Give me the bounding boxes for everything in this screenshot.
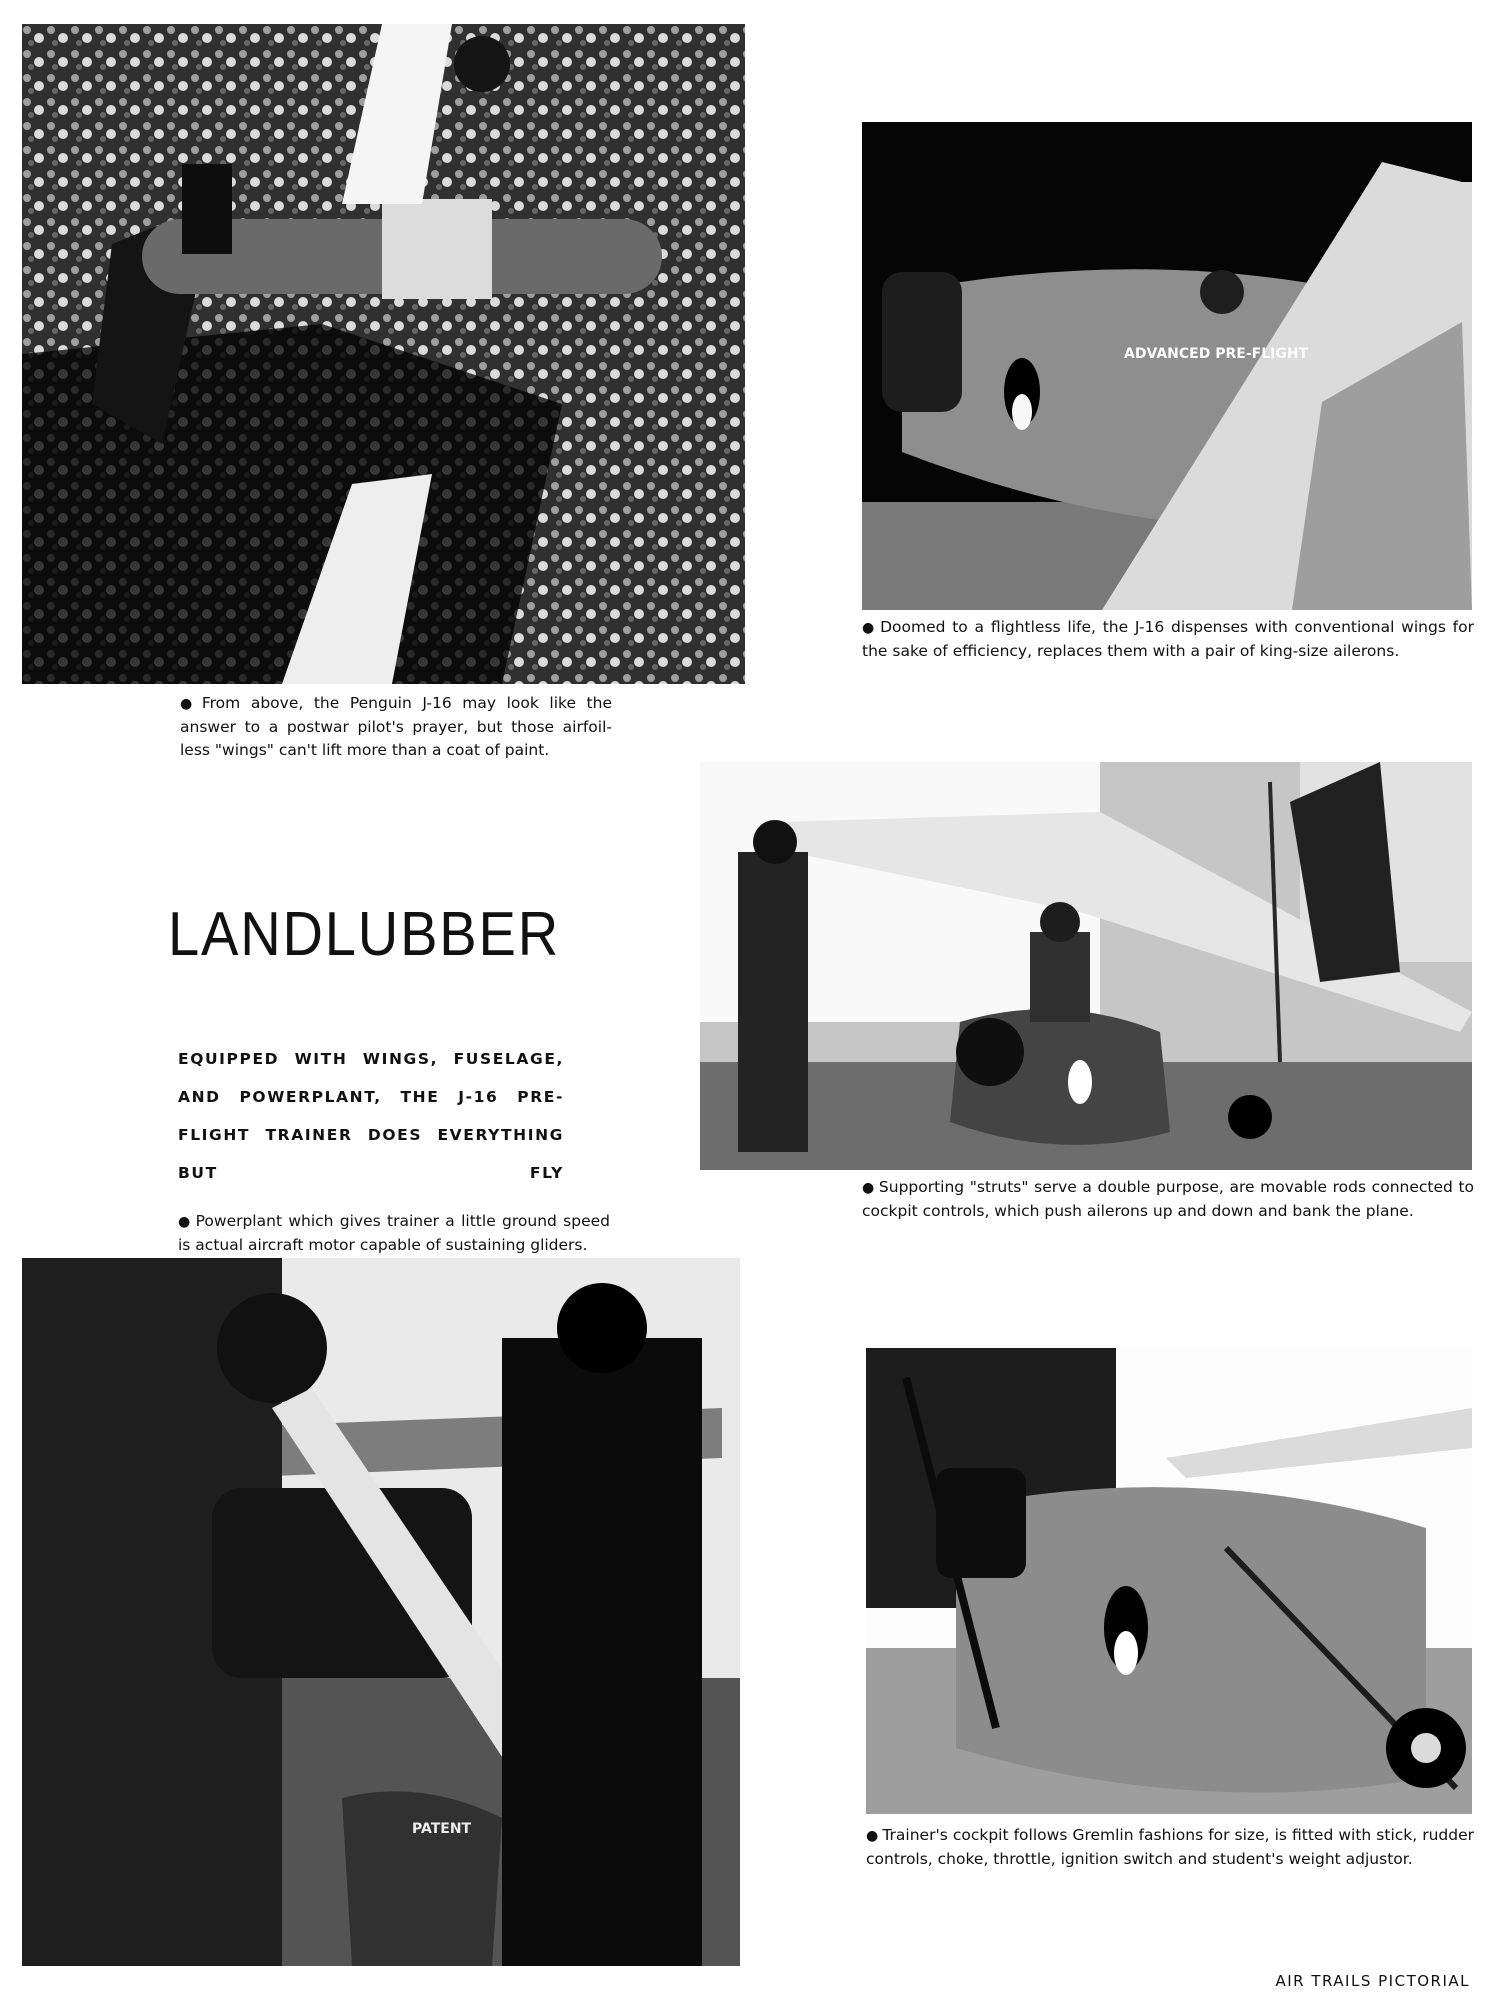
photo-side-view-pilot [700, 762, 1472, 1170]
fuselage-lettering: ADVANCED PRE-FLIGHT [1124, 346, 1309, 362]
bullet-icon: ● [178, 1214, 192, 1230]
caption-powerplant-text: Powerplant which gives trainer a little ground speed is actual aircraft motor capable of sustaining gliders. [178, 1212, 611, 1254]
caption-aerial-view [180, 692, 612, 762]
publication-footer: AIR TRAILS PICTORIAL [1275, 1972, 1470, 1990]
caption-aerial-view-text: From above, the Penguin J-16 may look like the answer to a postwar pilot's prayer, but those airfoil-less "wings" can't lift more than a coat of paint. [180, 694, 612, 759]
bullet-icon: ● [180, 696, 198, 712]
photo-fuselage-aileron [862, 122, 1472, 610]
photo-aerial-view [22, 24, 745, 684]
bullet-icon: ● [862, 1180, 875, 1196]
caption-side-view-pilot [862, 1176, 1474, 1223]
engine-lettering: PATENT [412, 1821, 472, 1837]
caption-powerplant [178, 1210, 610, 1257]
caption-side-view-pilot-text: Supporting "struts" serve a double purpose, are movable rods connected to cockpit controls, which push ailerons up and down and bank the plane. [862, 1178, 1475, 1220]
bullet-icon: ● [866, 1828, 879, 1844]
caption-fuselage-aileron-text: Doomed to a flightless life, the J-16 dispenses with conventional wings for the sake of efficiency, replaces them with a pair of king-size ailerons. [862, 618, 1474, 660]
article-title-text: LANDLUBBER [168, 900, 560, 969]
photo-cockpit-closeup [866, 1348, 1472, 1814]
caption-cockpit-closeup-text: Trainer's cockpit follows Gremlin fashions for size, is fitted with stick, rudder controls, choke, throttle, ignition switch and student's weight adjustor. [866, 1826, 1475, 1868]
photo-engine-mechanics [22, 1258, 740, 1966]
caption-cockpit-closeup [866, 1824, 1474, 1871]
article-subhead: EQUIPPED WITH WINGS, FUSELAGE, AND POWERPLANT, THE J-16 PRE-FLIGHT TRAINER DOES EVERYTHING BUT FLY [178, 1050, 564, 1182]
article-title [168, 815, 560, 975]
bullet-icon: ● [862, 620, 877, 636]
caption-fuselage-aileron [862, 616, 1474, 663]
